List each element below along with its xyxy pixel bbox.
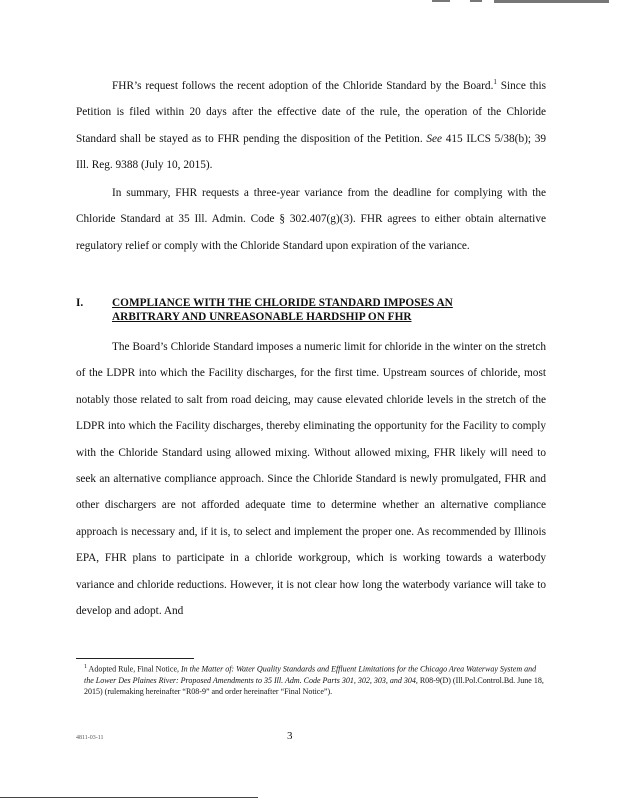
footnote-case-title: In the Matter of: Water Quality Standards and Effluent Limitations for the Chicago Area Waterway System and the Lower Des Plaines River: Proposed Amendments to 35 Ill. Adm. Code Parts 301, 302, 303, and 304,: [84, 664, 537, 685]
footnote: [84, 662, 544, 697]
bottom-scan-line: [0, 797, 258, 798]
paragraph-hardship: [76, 334, 546, 624]
paragraph-text: Since this Petition is filed within 20 days after the effective date of the rule, the operation of the Chloride Standard shall be stayed as to FHR pending the disposition of the Petition.: [76, 80, 546, 145]
signal-word: See: [426, 132, 443, 145]
footnote-text: Adopted Rule, Final Notice,: [87, 664, 181, 674]
header-scan-mark: [470, 0, 482, 2]
paragraph-request: [76, 73, 546, 179]
citation: 415 ILCS 5/38(b); 39 Ill. Reg. 9388 (July 10, 2015).: [76, 132, 546, 172]
paragraph-summary: [76, 180, 546, 259]
document-id: 4811-03-11: [76, 735, 104, 741]
footnote-mark: 1: [84, 664, 87, 670]
section-title: COMPLIANCE WITH THE CHLORIDE STANDARD IMPOSES AN ARBITRARY AND UNREASONABLE HARDSHIP ON FHR: [112, 297, 453, 323]
paragraph-text: In summary, FHR requests a three-year variance from the deadline for complying with the Chloride Standard at 35 Ill. Admin. Code § 302.407(g)(3). FHR agrees to either obtain alternative regulatory relief or comply with the Chloride Standard upon expiration of the variance.: [76, 187, 546, 252]
footnote-divider: [76, 658, 194, 659]
section-number: I.: [76, 297, 84, 309]
page-number: 3: [287, 730, 293, 742]
paragraph-text: The Board’s Chloride Standard imposes a numeric limit for chloride in the winter on the stretch of the LDPR into which the Facility discharges, for the first time. Upstream sources of chloride, most notably those related to salt from road deicing, may cause elevated chloride levels in the stretch of the LDPR into which the Facility discharges, thereby eliminating the opportunity for the Facility to comply with the Chloride Standard using allowed mixing. Without allowed mixing, FHR likely will need to seek an alternative compliance approach. Since the Chloride Standard is newly promulgated, FHR and other dischargers are not afforded adequate time to determine whether an alternative compliance approach is necessary and, if it is, to select and implement the proper one. As recommended by Illinois EPA, FHR plans to participate in a chloride workgroup, which is working towards a waterbody variance and chloride reductions. However, it is not clear how long the waterbody variance will take to develop and adopt. And: [76, 341, 546, 618]
header-scan-mark: [494, 0, 609, 3]
footnote-text: R08-9(D) (Ill.Pol.Control.Bd. June 18, 2015) (rulemaking hereinafter “R08-9” and order hereinafter “Final Notice”).: [84, 675, 544, 696]
header-scan-mark: [432, 0, 450, 2]
footnote-ref: 1: [493, 78, 497, 87]
paragraph-text: FHR’s request follows the recent adoption of the Chloride Standard by the Board.: [112, 80, 494, 92]
